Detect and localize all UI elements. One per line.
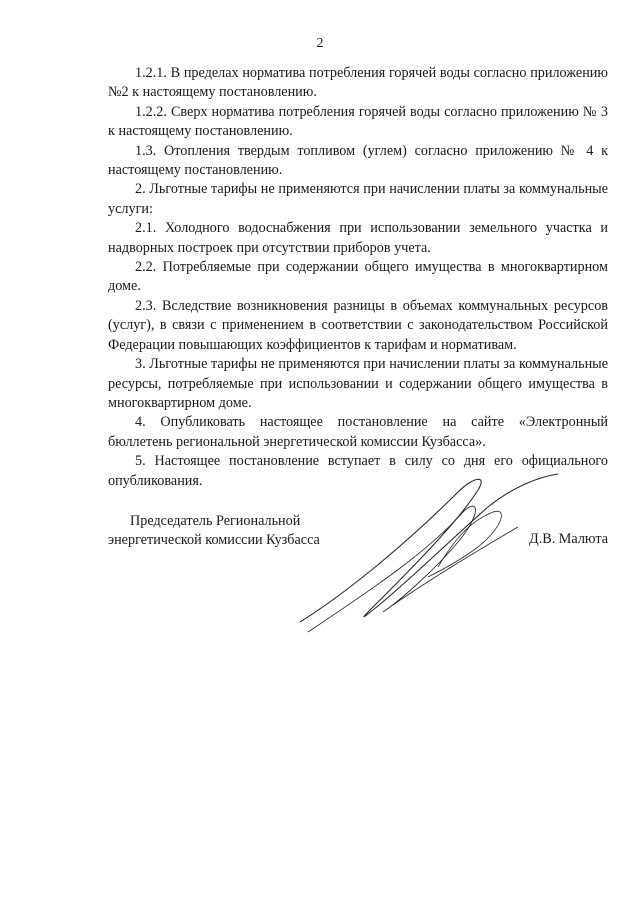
signatory-name: Д.В. Малюта: [529, 531, 608, 547]
signature-block: [108, 512, 608, 672]
signatory-title-line-2: энергетической комиссии Кузбасса: [108, 532, 320, 548]
paragraph-1-2-1: 1.2.1. В пределах норматива потребления горячей воды согласно приложению №2 к настоящему постановлению.: [108, 65, 608, 101]
paragraph-1-3: 1.3. Отопления твердым топливом (углем) согласно приложению № 4 к настоящему постановлению.: [108, 142, 608, 179]
paragraph-2: 2. Льготные тарифы не применяются при начислении платы за коммунальные услуги:: [108, 181, 608, 217]
paragraph-5: 5. Настоящее постановление вступает в силу со дня его официального опубликования.: [108, 453, 608, 489]
signatory-title-line-1: Председатель Региональной: [130, 513, 301, 529]
page-number: 2: [316, 36, 324, 51]
handwritten-signature: [288, 472, 568, 652]
paragraph-2-3: 2.3. Вследствие возникновения разницы в объемах коммунальных ресурсов (услуг), в связи с применением в соответствии с законодательством Российской Федерации повышающих коэффициентов к тарифам и нормативам.: [108, 297, 608, 353]
document-body: [108, 64, 608, 491]
paragraph-2-1: 2.1. Холодного водоснабжения при использовании земельного участка и надворных построек при отсутствии приборов учета.: [108, 220, 608, 256]
paragraph-1-2-2: 1.2.2. Сверх норматива потребления горячей воды согласно приложению № 3 к настоящему постановлению.: [108, 103, 608, 140]
paragraph-3: 3. Льготные тарифы не применяются при начислении платы за коммунальные ресурсы, потребляемые при использовании и содержании общего имущества в многоквартирном доме.: [108, 356, 608, 411]
paragraph-2-2: 2.2. Потребляемые при содержании общего имущества в многоквартирном доме.: [108, 259, 608, 295]
paragraph-4: 4. Опубликовать настоящее постановление на сайте «Электронный бюллетень региональной энергетической комиссии Кузбасса».: [108, 414, 608, 450]
